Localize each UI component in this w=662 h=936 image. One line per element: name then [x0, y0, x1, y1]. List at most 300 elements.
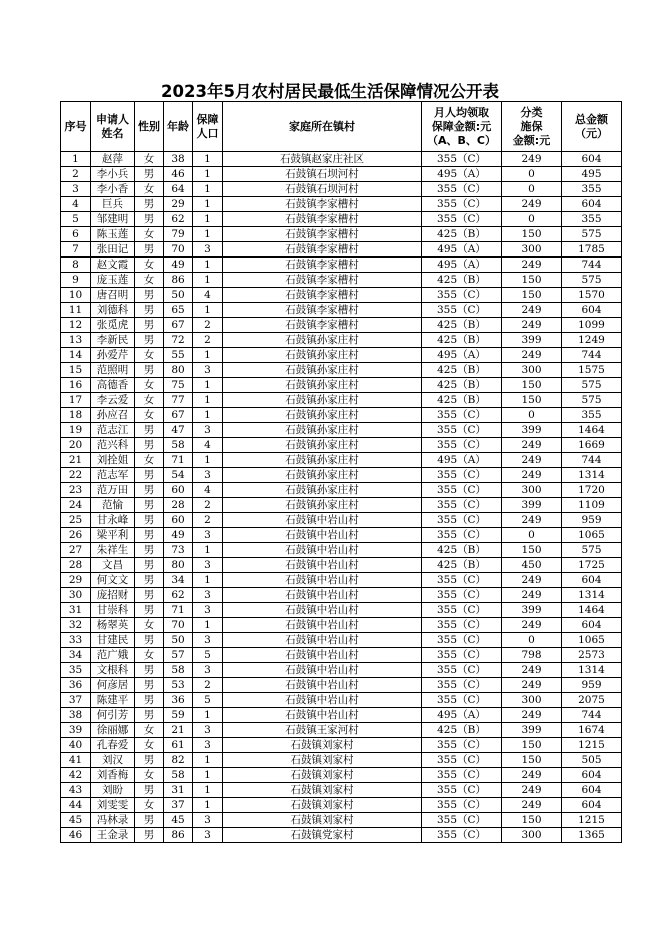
cell-no: 14	[61, 348, 91, 363]
cell-address: 石鼓镇李家槽村	[223, 257, 422, 273]
table-row	[61, 813, 622, 828]
cell-name: 刘香梅	[91, 768, 135, 783]
cell-amount: 355（C）	[422, 663, 502, 678]
cell-address: 石鼓镇中岩山村	[223, 618, 422, 633]
cell-gender: 男	[135, 543, 164, 558]
cell-total: 1109	[562, 498, 622, 513]
cell-total: 355	[562, 408, 622, 423]
cell-total: 744	[562, 708, 622, 723]
cell-gender: 女	[135, 408, 164, 423]
page-title: 2023年5月农村居民最低生活保障情况公开表	[161, 82, 499, 101]
cell-name: 范愉	[91, 498, 135, 513]
cell-amount: 355（C）	[422, 528, 502, 543]
cell-no: 44	[61, 798, 91, 813]
cell-amount: 355（C）	[422, 303, 502, 318]
cell-people: 1	[193, 348, 223, 363]
cell-people: 1	[193, 273, 223, 288]
cell-class-amount: 249	[502, 468, 562, 483]
cell-age: 50	[164, 288, 193, 303]
cell-no: 13	[61, 333, 91, 348]
cell-amount: 355（C）	[422, 603, 502, 618]
cell-people: 3	[193, 603, 223, 618]
cell-gender: 男	[135, 363, 164, 378]
cell-age: 34	[164, 573, 193, 588]
cell-total: 604	[562, 303, 622, 318]
cell-name: 朱祥生	[91, 543, 135, 558]
cell-name: 范志江	[91, 423, 135, 438]
cell-gender: 女	[135, 738, 164, 753]
cell-class-amount: 450	[502, 558, 562, 573]
cell-age: 62	[164, 588, 193, 603]
cell-address: 石鼓镇孙家庄村	[223, 483, 422, 498]
cell-name: 刘汉	[91, 753, 135, 768]
cell-name: 何文文	[91, 573, 135, 588]
cell-gender: 男	[135, 828, 164, 843]
table-row	[61, 723, 622, 738]
cell-people: 1	[193, 573, 223, 588]
cell-class-amount: 249	[502, 348, 562, 363]
cell-gender: 男	[135, 513, 164, 528]
cell-total: 575	[562, 273, 622, 288]
cell-no: 31	[61, 603, 91, 618]
cell-age: 49	[164, 528, 193, 543]
cell-address: 石鼓镇孙家庄村	[223, 468, 422, 483]
cell-people: 2	[193, 678, 223, 693]
table-row	[61, 708, 622, 723]
table-row	[61, 828, 622, 843]
cell-class-amount: 300	[502, 363, 562, 378]
cell-amount: 355（C）	[422, 468, 502, 483]
cell-amount: 355（C）	[422, 182, 502, 197]
cell-class-amount: 300	[502, 693, 562, 708]
cell-name: 李云爱	[91, 393, 135, 408]
cell-age: 50	[164, 633, 193, 648]
cell-address: 石鼓镇石坝河村	[223, 182, 422, 197]
cell-class-amount: 0	[502, 182, 562, 197]
cell-gender: 男	[135, 483, 164, 498]
cell-no: 39	[61, 723, 91, 738]
cell-address: 石鼓镇中岩山村	[223, 663, 422, 678]
cell-no: 26	[61, 528, 91, 543]
cell-total: 744	[562, 348, 622, 363]
cell-people: 2	[193, 318, 223, 333]
cell-people: 2	[193, 498, 223, 513]
cell-name: 刘盼	[91, 783, 135, 798]
cell-name: 赵文霞	[91, 257, 135, 273]
header-no: 序号	[61, 102, 91, 152]
cell-amount: 495（A）	[422, 453, 502, 468]
cell-no: 33	[61, 633, 91, 648]
table-row	[61, 212, 622, 227]
cell-name: 张田记	[91, 242, 135, 258]
cell-people: 1	[193, 708, 223, 723]
cell-address: 石鼓镇石坝河村	[223, 167, 422, 182]
cell-address: 石鼓镇刘家村	[223, 753, 422, 768]
cell-class-amount: 249	[502, 438, 562, 453]
cell-people: 1	[193, 543, 223, 558]
cell-people: 2	[193, 513, 223, 528]
cell-name: 邹建明	[91, 212, 135, 227]
cell-age: 80	[164, 558, 193, 573]
cell-name: 陈玉莲	[91, 227, 135, 242]
cell-no: 40	[61, 738, 91, 753]
header-people: 保障 人口	[193, 102, 223, 152]
cell-name: 刘拴姐	[91, 453, 135, 468]
cell-class-amount: 249	[502, 768, 562, 783]
cell-address: 石鼓镇王家河村	[223, 723, 422, 738]
cell-no: 16	[61, 378, 91, 393]
cell-people: 3	[193, 468, 223, 483]
cell-class-amount: 249	[502, 588, 562, 603]
cell-amount: 425（B）	[422, 318, 502, 333]
cell-address: 石鼓镇孙家庄村	[223, 378, 422, 393]
cell-amount: 355（C）	[422, 408, 502, 423]
cell-name: 何引芳	[91, 708, 135, 723]
cell-class-amount: 150	[502, 273, 562, 288]
table-row	[61, 423, 622, 438]
cell-name: 赵萍	[91, 152, 135, 167]
cell-people: 3	[193, 242, 223, 258]
cell-people: 3	[193, 423, 223, 438]
cell-name: 孙应召	[91, 408, 135, 423]
cell-amount: 355（C）	[422, 483, 502, 498]
cell-people: 1	[193, 408, 223, 423]
cell-no: 20	[61, 438, 91, 453]
cell-name: 张觅虎	[91, 318, 135, 333]
header-total: 总金额 （元）	[562, 102, 622, 152]
cell-gender: 男	[135, 693, 164, 708]
cell-people: 1	[193, 182, 223, 197]
cell-amount: 355（C）	[422, 423, 502, 438]
cell-people: 1	[193, 167, 223, 182]
cell-address: 石鼓镇中岩山村	[223, 543, 422, 558]
cell-class-amount: 300	[502, 483, 562, 498]
cell-class-amount: 249	[502, 798, 562, 813]
table-body	[61, 152, 622, 843]
header-age: 年龄	[164, 102, 193, 152]
cell-total: 604	[562, 152, 622, 167]
cell-age: 29	[164, 197, 193, 212]
cell-people: 4	[193, 438, 223, 453]
cell-class-amount: 399	[502, 498, 562, 513]
cell-no: 21	[61, 453, 91, 468]
cell-address: 石鼓镇孙家庄村	[223, 498, 422, 513]
cell-class-amount: 249	[502, 303, 562, 318]
cell-amount: 355（C）	[422, 633, 502, 648]
cell-age: 21	[164, 723, 193, 738]
cell-amount: 355（C）	[422, 813, 502, 828]
cell-class-amount: 150	[502, 227, 562, 242]
cell-people: 5	[193, 693, 223, 708]
cell-no: 27	[61, 543, 91, 558]
cell-name: 李小香	[91, 182, 135, 197]
cell-address: 石鼓镇中岩山村	[223, 573, 422, 588]
cell-age: 46	[164, 167, 193, 182]
cell-age: 70	[164, 618, 193, 633]
cell-people: 3	[193, 558, 223, 573]
cell-total: 959	[562, 513, 622, 528]
cell-people: 3	[193, 633, 223, 648]
cell-gender: 男	[135, 438, 164, 453]
cell-total: 505	[562, 753, 622, 768]
cell-no: 29	[61, 573, 91, 588]
cell-amount: 355（C）	[422, 498, 502, 513]
cell-total: 604	[562, 573, 622, 588]
cell-age: 62	[164, 212, 193, 227]
cell-age: 31	[164, 783, 193, 798]
cell-people: 1	[193, 393, 223, 408]
cell-gender: 男	[135, 242, 164, 258]
cell-class-amount: 249	[502, 618, 562, 633]
cell-name: 梁平利	[91, 528, 135, 543]
cell-gender: 男	[135, 303, 164, 318]
cell-address: 石鼓镇孙家庄村	[223, 363, 422, 378]
cell-no: 37	[61, 693, 91, 708]
cell-age: 60	[164, 483, 193, 498]
cell-name: 范照明	[91, 363, 135, 378]
cell-class-amount: 249	[502, 513, 562, 528]
cell-total: 495	[562, 167, 622, 182]
cell-address: 石鼓镇李家槽村	[223, 212, 422, 227]
cell-name: 范兴科	[91, 438, 135, 453]
cell-class-amount: 150	[502, 378, 562, 393]
cell-age: 58	[164, 768, 193, 783]
cell-total: 1785	[562, 242, 622, 258]
cell-gender: 男	[135, 468, 164, 483]
cell-total: 1720	[562, 483, 622, 498]
cell-no: 30	[61, 588, 91, 603]
cell-amount: 425（B）	[422, 273, 502, 288]
cell-amount: 355（C）	[422, 618, 502, 633]
cell-name: 甘永峰	[91, 513, 135, 528]
cell-gender: 男	[135, 288, 164, 303]
cell-no: 3	[61, 182, 91, 197]
cell-class-amount: 300	[502, 828, 562, 843]
cell-amount: 355（C）	[422, 438, 502, 453]
cell-total: 1674	[562, 723, 622, 738]
cell-name: 文根科	[91, 663, 135, 678]
cell-age: 49	[164, 257, 193, 273]
table-row	[61, 693, 622, 708]
cell-amount: 425（B）	[422, 363, 502, 378]
cell-gender: 男	[135, 167, 164, 182]
cell-gender: 女	[135, 378, 164, 393]
table-row	[61, 378, 622, 393]
cell-amount: 355（C）	[422, 783, 502, 798]
cell-people: 1	[193, 378, 223, 393]
cell-address: 石鼓镇孙家庄村	[223, 408, 422, 423]
cell-name: 高德香	[91, 378, 135, 393]
cell-name: 王金录	[91, 828, 135, 843]
cell-class-amount: 249	[502, 318, 562, 333]
cell-amount: 355（C）	[422, 212, 502, 227]
cell-age: 64	[164, 182, 193, 197]
cell-no: 23	[61, 483, 91, 498]
cell-gender: 男	[135, 678, 164, 693]
cell-age: 54	[164, 468, 193, 483]
cell-no: 2	[61, 167, 91, 182]
cell-no: 15	[61, 363, 91, 378]
table-header-row	[61, 102, 622, 152]
cell-name: 刘德科	[91, 303, 135, 318]
cell-total: 1365	[562, 828, 622, 843]
cell-age: 86	[164, 273, 193, 288]
cell-name: 甘崇科	[91, 603, 135, 618]
cell-address: 石鼓镇中岩山村	[223, 708, 422, 723]
cell-address: 石鼓镇李家槽村	[223, 273, 422, 288]
cell-people: 1	[193, 798, 223, 813]
cell-address: 石鼓镇中岩山村	[223, 558, 422, 573]
cell-address: 石鼓镇李家槽村	[223, 318, 422, 333]
cell-class-amount: 249	[502, 152, 562, 167]
cell-class-amount: 249	[502, 453, 562, 468]
cell-total: 604	[562, 783, 622, 798]
header-amount: 月人均领取 保障金额:元 （A、B、C）	[422, 102, 502, 152]
header-gender: 性别	[135, 102, 164, 152]
cell-address: 石鼓镇刘家村	[223, 813, 422, 828]
cell-address: 石鼓镇孙家庄村	[223, 438, 422, 453]
table-row	[61, 273, 622, 288]
table-row	[61, 663, 622, 678]
cell-gender: 男	[135, 633, 164, 648]
cell-people: 3	[193, 528, 223, 543]
cell-name: 何彦居	[91, 678, 135, 693]
cell-total: 744	[562, 257, 622, 273]
cell-total: 1464	[562, 423, 622, 438]
cell-people: 1	[193, 768, 223, 783]
table-row	[61, 167, 622, 182]
cell-class-amount: 300	[502, 242, 562, 258]
table-row	[61, 453, 622, 468]
cell-amount: 355（C）	[422, 798, 502, 813]
cell-no: 46	[61, 828, 91, 843]
cell-class-amount: 798	[502, 648, 562, 663]
cell-total: 1215	[562, 813, 622, 828]
table-row	[61, 573, 622, 588]
cell-name: 冯林录	[91, 813, 135, 828]
cell-gender: 男	[135, 813, 164, 828]
cell-amount: 425（B）	[422, 543, 502, 558]
cell-class-amount: 249	[502, 257, 562, 273]
cell-total: 2573	[562, 648, 622, 663]
cell-age: 67	[164, 408, 193, 423]
cell-gender: 男	[135, 708, 164, 723]
table-row	[61, 558, 622, 573]
table-row	[61, 227, 622, 242]
cell-gender: 女	[135, 273, 164, 288]
cell-age: 71	[164, 453, 193, 468]
cell-people: 3	[193, 663, 223, 678]
header-name: 申请人 姓名	[91, 102, 135, 152]
cell-amount: 355（C）	[422, 738, 502, 753]
cell-people: 3	[193, 813, 223, 828]
cell-class-amount: 150	[502, 753, 562, 768]
cell-address: 石鼓镇赵家庄社区	[223, 152, 422, 167]
cell-class-amount: 150	[502, 738, 562, 753]
cell-total: 575	[562, 543, 622, 558]
cell-no: 22	[61, 468, 91, 483]
cell-age: 82	[164, 753, 193, 768]
cell-no: 41	[61, 753, 91, 768]
cell-class-amount: 249	[502, 663, 562, 678]
cell-age: 36	[164, 693, 193, 708]
cell-address: 石鼓镇刘家村	[223, 768, 422, 783]
cell-address: 石鼓镇孙家庄村	[223, 423, 422, 438]
cell-age: 65	[164, 303, 193, 318]
cell-gender: 男	[135, 573, 164, 588]
cell-amount: 425（B）	[422, 393, 502, 408]
cell-class-amount: 150	[502, 813, 562, 828]
cell-gender: 男	[135, 663, 164, 678]
table-row	[61, 152, 622, 167]
cell-class-amount: 0	[502, 408, 562, 423]
cell-class-amount: 150	[502, 288, 562, 303]
cell-total: 1215	[562, 738, 622, 753]
cell-gender: 男	[135, 753, 164, 768]
cell-name: 范万田	[91, 483, 135, 498]
cell-total: 355	[562, 212, 622, 227]
cell-total: 1065	[562, 633, 622, 648]
cell-no: 19	[61, 423, 91, 438]
cell-class-amount: 150	[502, 543, 562, 558]
cell-name: 范志军	[91, 468, 135, 483]
table-row	[61, 603, 622, 618]
cell-people: 5	[193, 648, 223, 663]
table-row	[61, 333, 622, 348]
cell-people: 3	[193, 363, 223, 378]
cell-address: 石鼓镇刘家村	[223, 738, 422, 753]
cell-class-amount: 399	[502, 333, 562, 348]
table-row	[61, 393, 622, 408]
cell-age: 70	[164, 242, 193, 258]
cell-no: 5	[61, 212, 91, 227]
cell-address: 石鼓镇中岩山村	[223, 603, 422, 618]
assistance-table	[60, 101, 622, 843]
cell-address: 石鼓镇党家村	[223, 828, 422, 843]
cell-class-amount: 249	[502, 708, 562, 723]
cell-name: 孔春爱	[91, 738, 135, 753]
cell-no: 32	[61, 618, 91, 633]
cell-class-amount: 0	[502, 212, 562, 227]
table-row	[61, 197, 622, 212]
table-row	[61, 738, 622, 753]
cell-age: 28	[164, 498, 193, 513]
cell-address: 石鼓镇孙家庄村	[223, 333, 422, 348]
cell-address: 石鼓镇中岩山村	[223, 513, 422, 528]
cell-gender: 女	[135, 152, 164, 167]
cell-no: 25	[61, 513, 91, 528]
cell-age: 71	[164, 603, 193, 618]
cell-total: 1314	[562, 663, 622, 678]
cell-total: 604	[562, 618, 622, 633]
cell-name: 杨翠英	[91, 618, 135, 633]
cell-amount: 355（C）	[422, 588, 502, 603]
cell-address: 石鼓镇孙家庄村	[223, 453, 422, 468]
cell-age: 75	[164, 378, 193, 393]
cell-amount: 355（C）	[422, 152, 502, 167]
cell-class-amount: 0	[502, 633, 562, 648]
cell-amount: 495（A）	[422, 167, 502, 182]
cell-age: 61	[164, 738, 193, 753]
cell-address: 石鼓镇李家槽村	[223, 288, 422, 303]
cell-address: 石鼓镇李家槽村	[223, 227, 422, 242]
cell-address: 石鼓镇中岩山村	[223, 528, 422, 543]
cell-total: 575	[562, 227, 622, 242]
cell-amount: 355（C）	[422, 828, 502, 843]
cell-age: 59	[164, 708, 193, 723]
cell-gender: 女	[135, 257, 164, 273]
table-row	[61, 438, 622, 453]
